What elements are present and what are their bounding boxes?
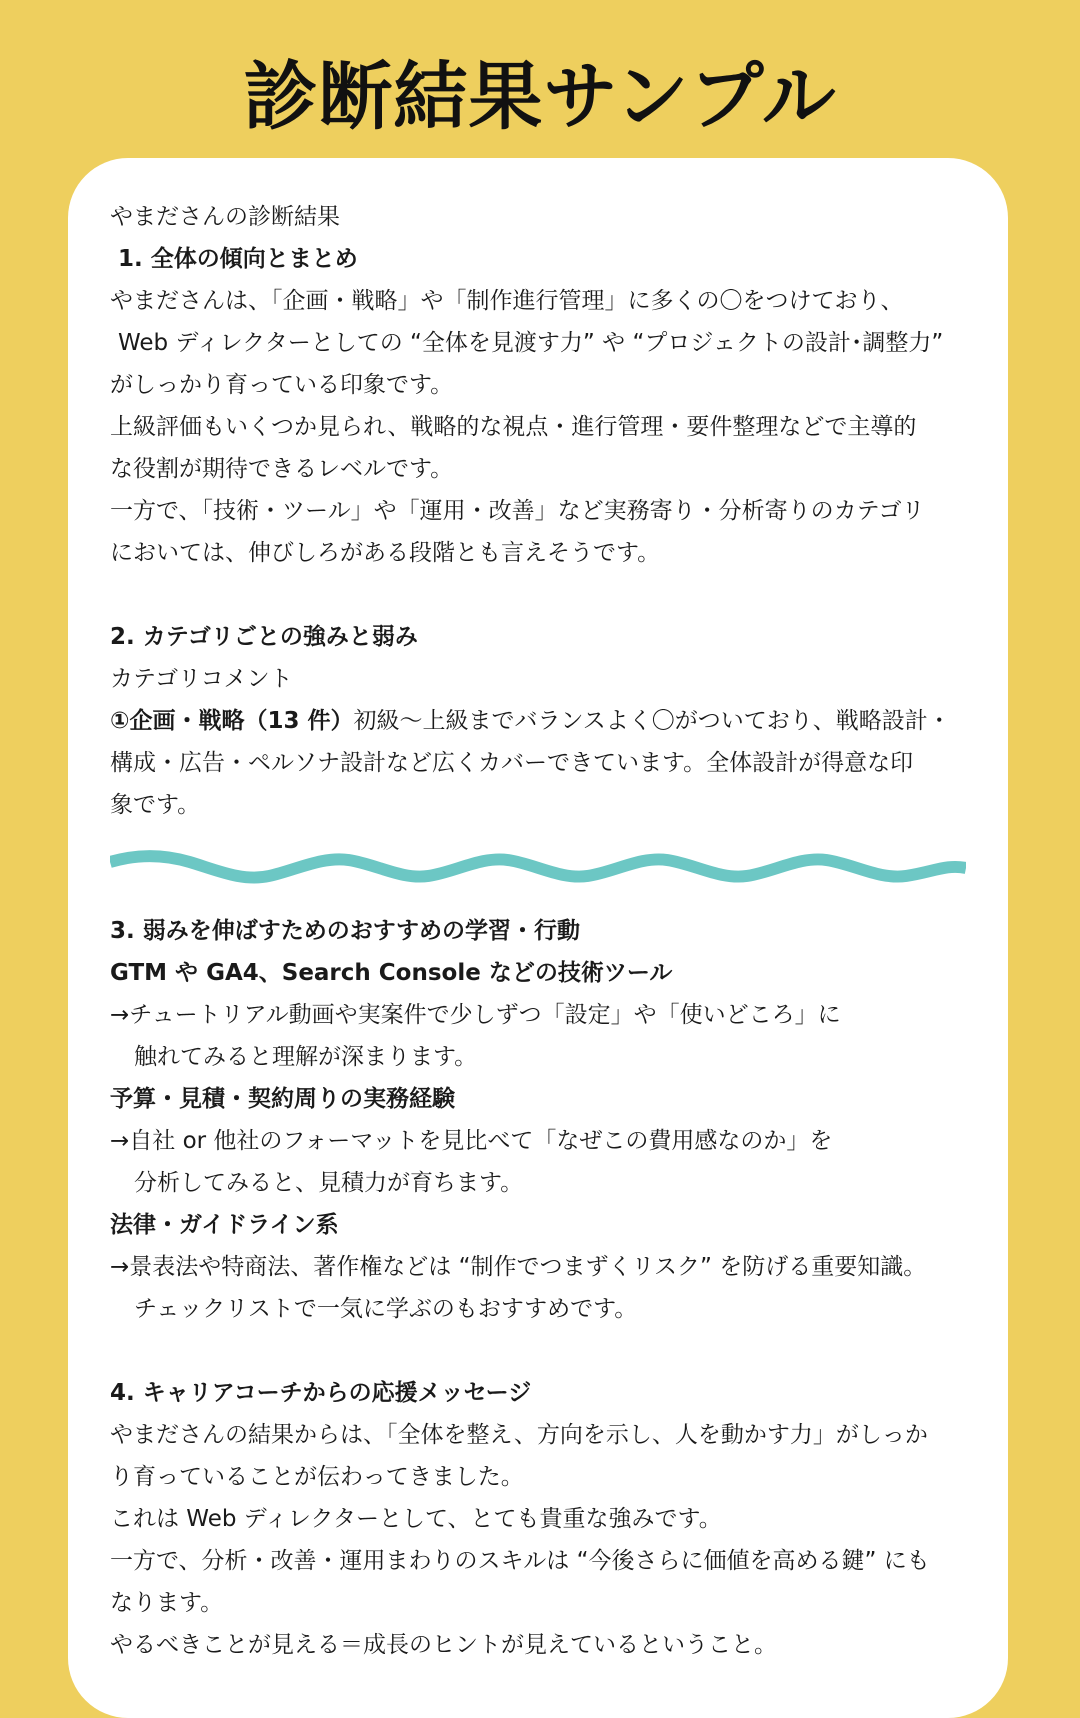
section-4-line: これは Web ディレクターとして、とても貴重な強みです。	[110, 1506, 722, 1532]
section-4-line: なります。	[110, 1590, 224, 1616]
section-1-line: がしっかり育っている印象です。	[110, 372, 454, 398]
section-4-line: 一方で、分析・改善・運用まわりのスキルは “今後さらに価値を高める鍵” にも	[110, 1548, 930, 1574]
spacer	[110, 574, 966, 616]
section-2-subheading: カテゴリコメント	[110, 666, 293, 692]
recommendation-text: 分析してみると、見積力が育ちます。	[134, 1170, 524, 1196]
category-name: ①企画・戦略（13 件）	[110, 708, 354, 734]
section-2-line: 構成・広告・ペルソナ設計など広くカバーできています。全体設計が得意な印	[110, 750, 914, 776]
recommendation-title: 法律・ガイドライン系	[110, 1212, 339, 1238]
wave-divider	[110, 826, 966, 910]
page-title: 診断結果サンプル	[243, 54, 837, 140]
result-card	[68, 158, 1008, 1718]
recommendation-text: →チュートリアル動画や実案件で少しずつ「設定」や「使いどころ」に	[110, 1002, 841, 1028]
section-4-line: やるべきことが見える＝成長のヒントが見えているということ。	[110, 1632, 777, 1658]
recommendation-text: 触れてみると理解が深まります。	[134, 1044, 478, 1070]
section-4-line: やまださんの結果からは、「全体を整え、方向を示し、人を動かす力」がしっか	[110, 1422, 928, 1448]
spacer	[110, 1330, 966, 1372]
result-heading: やまださんの診断結果	[110, 204, 340, 230]
section-1-line: やまださんは、「企画・戦略」や「制作進行管理」に多くの〇をつけており、	[110, 288, 904, 314]
recommendation-text: チェックリストで一気に学ぶのもおすすめです。	[134, 1296, 638, 1322]
category-comment	[110, 700, 966, 742]
section-1-heading: 1. 全体の傾向とまとめ	[118, 246, 358, 272]
section-2-heading: 2. カテゴリごとの強みと弱み	[110, 624, 418, 650]
recommendation-title: 予算・見積・契約周りの実務経験	[110, 1086, 455, 1112]
section-1-line: 上級評価もいくつか見られ、戦略的な視点・進行管理・要件整理などで主導的	[110, 414, 917, 440]
recommendation-text: →自社 or 他社のフォーマットを見比べて「なぜこの費用感なのか」を	[110, 1128, 833, 1154]
section-1-line: 一方で、「技術・ツール」や「運用・改善」など実務寄り・分析寄りのカテゴリ	[110, 498, 925, 524]
section-1-line: においては、伸びしろがある段階とも言えそうです。	[110, 540, 661, 566]
section-4-line: り育っていることが伝わってきました。	[110, 1464, 524, 1490]
section-4-heading: 4. キャリアコーチからの応援メッセージ	[110, 1380, 532, 1406]
section-2-line: 象です。	[110, 792, 201, 818]
section-1-line: な役割が期待できるレベルです。	[110, 456, 454, 482]
section-3-heading: 3. 弱みを伸ばすためのおすすめの学習・行動	[110, 918, 580, 944]
wave-divider-graphic	[110, 848, 966, 888]
recommendation-text: →景表法や特商法、著作権などは “制作でつまずくリスク” を防げる重要知識。	[110, 1254, 927, 1280]
category-comment-text: 初級～上級までバランスよく〇がついており、戦略設計・	[353, 708, 951, 734]
recommendation-title: GTM や GA4、Search Console などの技術ツール	[110, 960, 673, 986]
section-1-line: Web ディレクターとしての “全体を見渡す力” や “プロジェクトの設計･調整力”	[118, 330, 944, 356]
